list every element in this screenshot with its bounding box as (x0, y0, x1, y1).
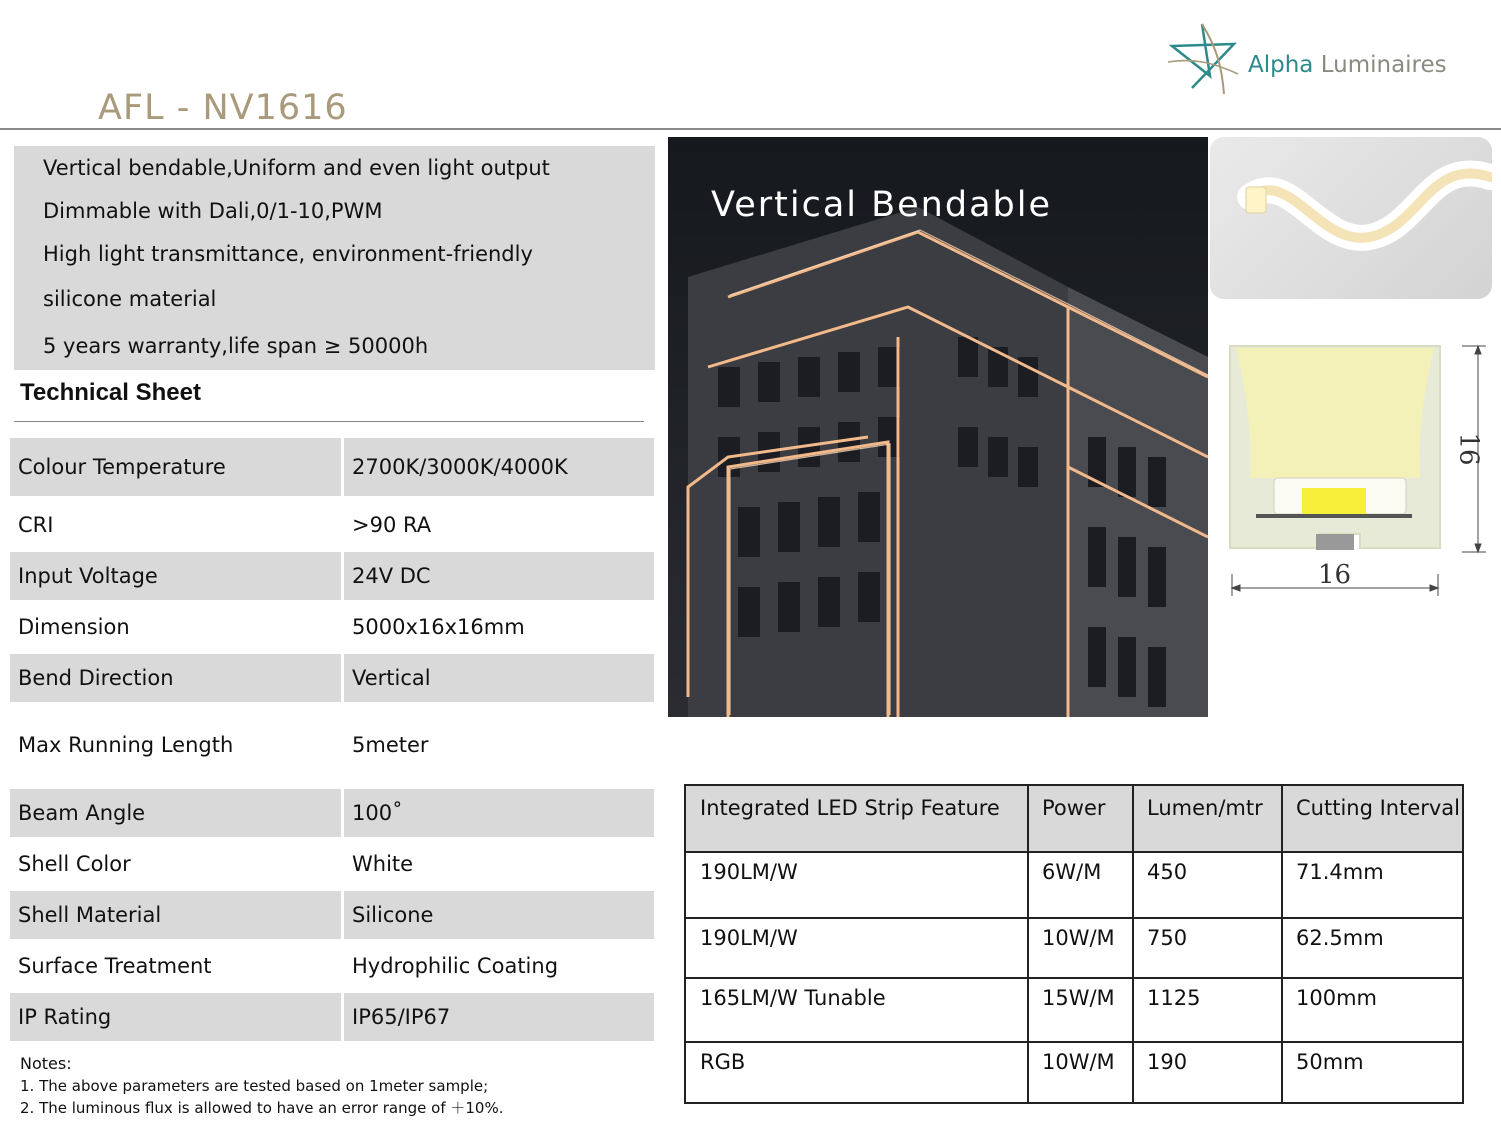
table-cell: 1125 (1147, 986, 1201, 1010)
table-row (686, 978, 1462, 1042)
spec-label: Input Voltage (10, 552, 341, 600)
logo-wordmark (1248, 52, 1447, 78)
spec-row (10, 789, 654, 837)
table-cell: 10W/M (1042, 926, 1115, 950)
table-cell: 165LM/W Tunable (700, 986, 886, 1010)
table-cell: 190LM/W (700, 926, 798, 950)
table-cell: 750 (1147, 926, 1188, 950)
company-logo (1162, 18, 1462, 98)
note-item: 2. The luminous flux is allowed to have an error range of ＋10%. (20, 1099, 504, 1117)
spec-value: Vertical (344, 654, 654, 702)
table-cell: 10W/M (1042, 1050, 1115, 1074)
spec-row (10, 552, 654, 600)
table-cell: 190 (1147, 1050, 1188, 1074)
spec-value: 5000x16x16mm (352, 615, 525, 639)
feature-item: Dimmable with Dali,0/1-10,PWM (43, 199, 383, 223)
column-header: Lumen/mtr (1147, 796, 1263, 820)
profile-drawing (1222, 338, 1492, 603)
table-rule (1132, 786, 1134, 1102)
table-header-row (686, 786, 1462, 852)
table-cell: 62.5mm (1296, 926, 1384, 950)
spec-row (10, 891, 654, 939)
spec-row (10, 942, 654, 990)
table-cell: 190LM/W (700, 860, 798, 884)
spec-row (10, 840, 654, 888)
spec-value: >90 RA (352, 513, 432, 537)
neon-strip-illustration (1210, 137, 1492, 299)
spec-label: Colour Temperature (10, 438, 341, 496)
feature-item: High light transmittance, environment-friendly (43, 242, 533, 266)
spec-label: Max Running Length (18, 733, 234, 757)
photo-caption: Vertical Bendable (711, 185, 1053, 225)
table-cell: 100mm (1296, 986, 1377, 1010)
column-header: Integrated LED Strip Feature (700, 796, 1000, 820)
spec-row (10, 438, 654, 496)
table-rule (686, 1041, 1462, 1043)
spec-label: Beam Angle (10, 789, 341, 837)
spec-value: White (352, 852, 414, 876)
spec-value: IP65/IP67 (344, 993, 654, 1041)
feature-item: silicone material (43, 287, 217, 311)
product-code: AFL - NV1616 (98, 88, 348, 128)
star-logo-icon (1162, 18, 1242, 98)
table-row (686, 918, 1462, 978)
header-divider (0, 128, 1501, 130)
notes-title: Notes: (20, 1054, 72, 1073)
spec-label: Dimension (18, 615, 130, 639)
table-rule (686, 851, 1462, 853)
table-rule (1281, 786, 1283, 1102)
spec-label: Surface Treatment (18, 954, 212, 978)
led-strip-table (684, 784, 1464, 1104)
spec-row (10, 654, 654, 702)
spec-row (10, 500, 654, 550)
table-cell: 15W/M (1042, 986, 1115, 1010)
table-row (686, 852, 1462, 918)
spec-value: Hydrophilic Coating (352, 954, 559, 978)
spec-value: 5meter (352, 733, 429, 757)
feature-box (14, 146, 655, 370)
spec-label: Shell Material (10, 891, 341, 939)
spec-value: 2700K/3000K/4000K (344, 438, 654, 496)
notes (20, 1053, 503, 1119)
column-header: Cutting Interval (1296, 796, 1461, 820)
spec-value: 24V DC (344, 552, 654, 600)
table-rule (1027, 786, 1029, 1102)
building-photo (668, 137, 1208, 717)
product-render-image (1210, 137, 1492, 299)
spec-label: Bend Direction (10, 654, 341, 702)
cross-section-diagram (1222, 338, 1492, 603)
table-rule (686, 977, 1462, 979)
height-dimension-label: 16 (1453, 432, 1484, 466)
table-row (686, 1042, 1462, 1102)
note-item: 1. The above parameters are tested based on 1meter sample; (20, 1077, 489, 1095)
column-header: Power (1042, 796, 1106, 820)
table-cell: 6W/M (1042, 860, 1102, 884)
technical-sheet-title: Technical Sheet (20, 379, 201, 406)
spec-value: 100˚ (344, 789, 654, 837)
feature-item: 5 years warranty,life span ≥ 50000h (43, 334, 429, 358)
spec-label: CRI (18, 513, 54, 537)
spec-value: Silicone (344, 891, 654, 939)
logo-suffix: Luminaires (1320, 52, 1447, 78)
spec-row (10, 603, 654, 651)
width-dimension-label: 16 (1318, 560, 1352, 590)
table-cell: 450 (1147, 860, 1188, 884)
table-cell: RGB (700, 1050, 746, 1074)
spec-row (10, 706, 654, 784)
table-rule (686, 917, 1462, 919)
table-cell: 50mm (1296, 1050, 1364, 1074)
spec-label: Shell Color (18, 852, 131, 876)
logo-brand: Alpha (1248, 52, 1314, 78)
feature-item: Vertical bendable,Uniform and even light output (43, 156, 550, 180)
spec-label: IP Rating (10, 993, 341, 1041)
spec-row (10, 993, 654, 1041)
table-cell: 71.4mm (1296, 860, 1384, 884)
title-divider (14, 421, 644, 422)
